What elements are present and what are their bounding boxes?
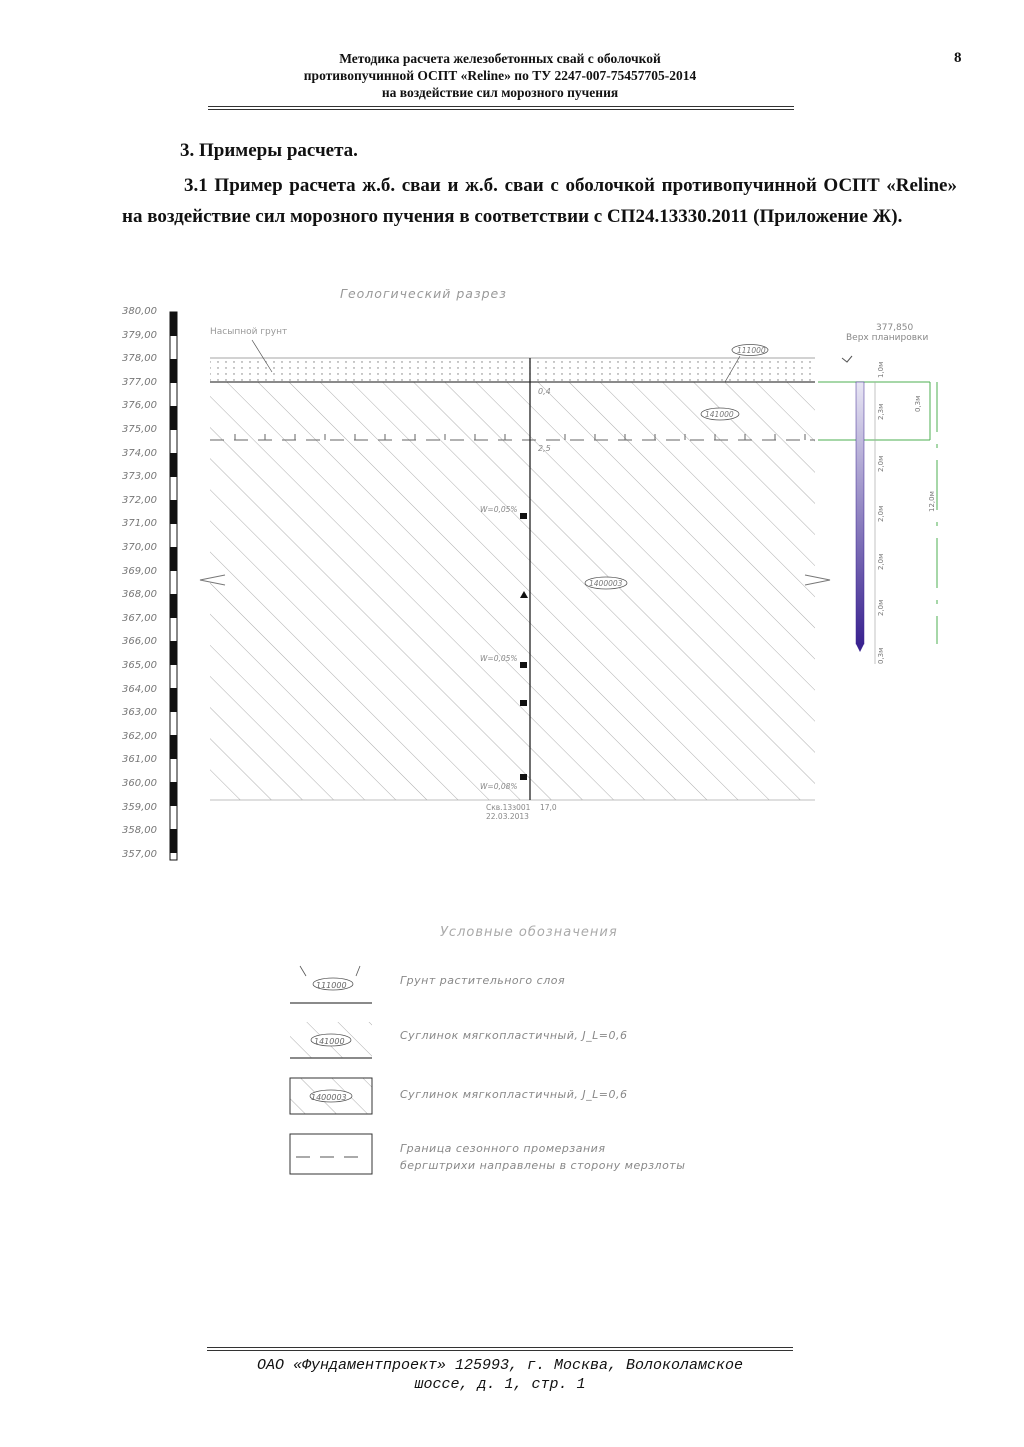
- sample-marker: [520, 700, 527, 706]
- elevation-label: 360,00: [122, 778, 157, 789]
- legend-item-4-line-2: бергштрихи направлены в сторону мерзлоты: [400, 1159, 686, 1172]
- legend-code-141000: 141000: [314, 1037, 345, 1046]
- sample-marker: [520, 513, 527, 519]
- elevation-label: 368,00: [122, 589, 157, 601]
- pile-segment-7: 0,3м: [877, 647, 885, 664]
- footer-line-2: шоссе, д. 1, стр. 1: [414, 1376, 586, 1393]
- layer-code-1400003: 1400003: [589, 579, 623, 588]
- elevation-label: 361,00: [122, 754, 157, 766]
- layer-code-141000: 141000: [705, 410, 734, 419]
- level-mark-icon: [842, 356, 852, 362]
- legend-title: Условные обозначения: [440, 925, 618, 940]
- well-depth: 17,0: [540, 803, 557, 812]
- depth-mark-1: 0,4: [538, 387, 551, 396]
- document-footer: [205, 1356, 795, 1394]
- elevation-label: 365,00: [122, 660, 157, 671]
- elevation-label: 372,00: [122, 494, 157, 506]
- pile-segment-1: 1,0м: [877, 361, 885, 378]
- pile-segment-3: 2,0м: [877, 455, 885, 472]
- header-line-1: Методика расчета железобетонных свай с оболочкой: [339, 51, 661, 66]
- elevation-label: 369,00: [122, 565, 157, 577]
- elevation-label: 378,00: [122, 353, 157, 365]
- elevation-label: 366,00: [122, 636, 157, 648]
- legend-item-1-text: Грунт растительного слоя: [400, 974, 566, 987]
- legend-item-4-line-1: Граница сезонного промерзания: [400, 1142, 606, 1155]
- elevation-label: 370,00: [122, 542, 157, 553]
- sample-marker: [520, 662, 527, 668]
- elevation-label: 363,00: [122, 707, 157, 719]
- elevation-label: 357,00: [122, 848, 157, 860]
- header-line-3: на воздействие сил морозного пучения: [381, 85, 619, 100]
- pile-segment-2: 2,3м: [877, 403, 885, 420]
- elevation-label: 362,00: [122, 730, 157, 742]
- level-value: 377,850: [876, 323, 914, 333]
- fill-soil-label: Насыпной грунт: [210, 327, 288, 337]
- pile-dim-2: 12,0м: [928, 491, 936, 512]
- header-line-2: противопучинной ОСПТ «Reline» по ТУ 2247-007-75457705-2014: [303, 68, 697, 83]
- pile-shaft: [856, 382, 864, 644]
- legend-symbols: [290, 966, 372, 1174]
- pile-segment-6: 2,0м: [877, 599, 885, 616]
- elevation-label: 375,00: [122, 424, 157, 435]
- elevation-label: 374,00: [122, 447, 157, 459]
- elevation-label: 364,00: [122, 683, 157, 695]
- legend-item-2-text: Суглинок мягкопластичный, J_L=0,6: [400, 1029, 628, 1042]
- moisture-label-1: W=0,05%: [480, 505, 518, 514]
- layer-code-111000: 111000: [737, 346, 766, 355]
- moisture-label-2: W=0,05%: [480, 654, 518, 663]
- fill-soil-layer: [210, 358, 815, 382]
- depth-mark-2: 2,5: [538, 444, 551, 453]
- legend-code-111000: 111000: [316, 981, 347, 990]
- footer-line-1: ОАО «Фундаментпроект» 125993, г. Москва, Волоколамское: [256, 1357, 744, 1374]
- page-number: 8: [954, 50, 962, 66]
- elevation-label: 359,00: [122, 801, 157, 813]
- subsection-paragraph: 3.1 Пример расчета ж.б. сваи и ж.б. сваи с оболочкой противопучинной ОСПТ «Reline» на воздействие сил морозного пучения в соответствии с СП24.13330.2011 (Приложение Ж).: [122, 175, 957, 227]
- pile-segment-4: 2,0м: [877, 505, 885, 522]
- elevation-label: 367,00: [122, 612, 157, 624]
- legend-item-3-text: Суглинок мягкопластичный, J_L=0,6: [400, 1088, 628, 1101]
- level-caption: Верх планировки: [846, 333, 929, 343]
- soil-layer-141000: [210, 382, 815, 800]
- legend-item-4-text: [400, 1140, 685, 1174]
- moisture-label-3: W=0,08%: [480, 782, 518, 791]
- elevation-scale-bar: [170, 312, 177, 860]
- elevation-label: 358,00: [122, 825, 157, 837]
- elevation-label: 379,00: [122, 329, 157, 341]
- well-date: 22.03.2013: [486, 812, 529, 821]
- elevation-label: 376,00: [122, 400, 157, 412]
- pile-segment-labels: [877, 362, 936, 664]
- pile-dim-1: 0,3м: [914, 395, 922, 412]
- footer-divider: [207, 1347, 793, 1351]
- sample-marker: [520, 774, 527, 780]
- section-heading: 3. Примеры расчета.: [180, 140, 358, 161]
- well-name: Скв.13з001: [486, 803, 531, 812]
- pile-tip-icon: [856, 644, 864, 652]
- elevation-label: 377,00: [122, 376, 157, 388]
- elevation-label: 371,00: [122, 518, 157, 530]
- drawing-title: Геологический разрез: [340, 286, 507, 301]
- pile-segment-5: 2,0м: [877, 553, 885, 570]
- legend-code-1400003: 1400003: [311, 1093, 347, 1102]
- elevation-label: 380,00: [122, 306, 157, 317]
- elevation-label: 373,00: [122, 471, 157, 483]
